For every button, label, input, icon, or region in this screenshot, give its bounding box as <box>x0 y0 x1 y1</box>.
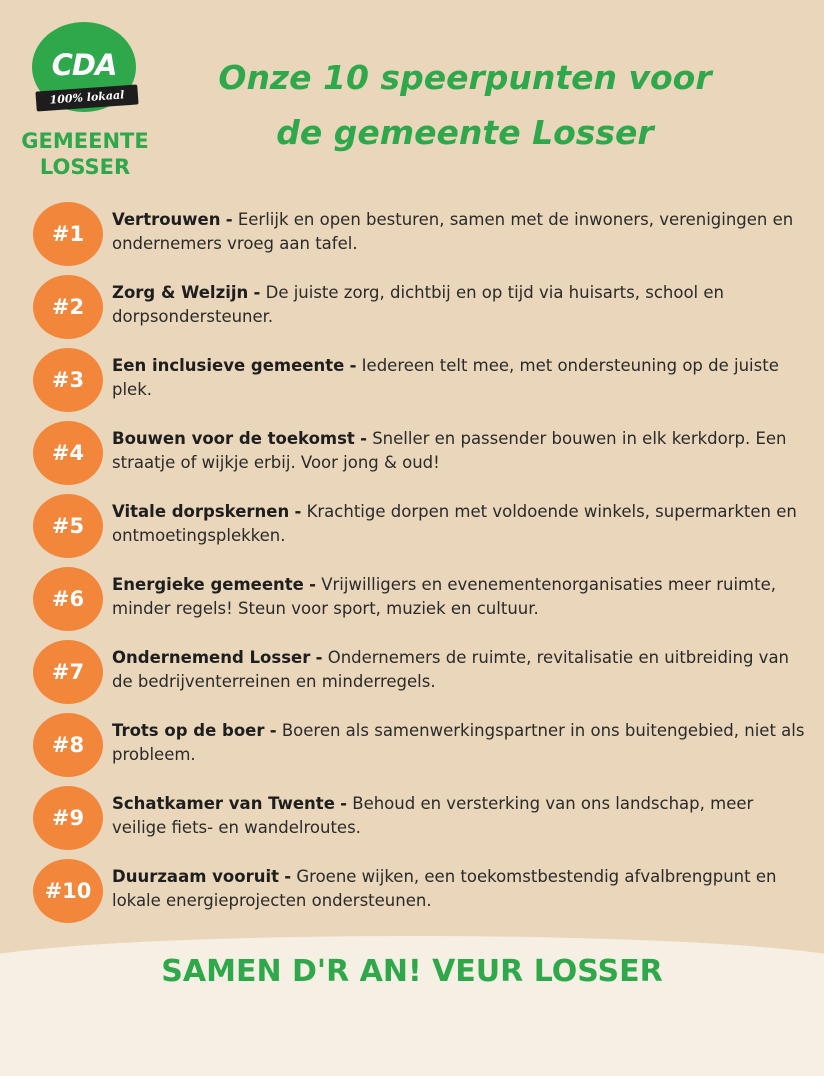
title-line2: de gemeente Losser <box>276 113 654 152</box>
number-badge: #6 <box>33 567 103 631</box>
gemeente-line2: LOSSER <box>39 155 131 179</box>
item-description: Iedereen telt mee, met ondersteuning op de juiste plek. <box>112 356 779 399</box>
logo-tagline: 100% lokaal <box>35 84 138 111</box>
item-heading: Zorg & Welzijn <box>112 283 249 302</box>
item-heading: Bouwen voor de toekomst <box>112 429 355 448</box>
logo-name: CDA <box>51 48 117 82</box>
item-heading: Duurzaam vooruit <box>112 867 279 886</box>
item-description: De juiste zorg, dichtbij en op tijd via huisarts, school en dorpsondersteuner. <box>112 283 724 326</box>
item-description: Krachtige dorpen met voldoende winkels, supermarkten en ontmoetingsplekken. <box>112 502 797 545</box>
number-badge: #4 <box>33 421 103 485</box>
item-text: Trots op de boer - Boeren als samenwerkingspartner in ons buitengebied, niet als probleem. <box>112 721 805 764</box>
item-description: Boeren als samenwerkingspartner in ons buitengebied, niet als probleem. <box>112 721 805 764</box>
number-badge: #7 <box>33 640 103 704</box>
item-text: Duurzaam vooruit - Groene wijken, een toekomstbestendig afvalbrengpunt en lokale energieprojecten ondersteunen. <box>112 867 777 910</box>
item-description: Eerlijk en open besturen, samen met de inwoners, verenigingen en ondernemers vroeg aan tafel. <box>112 210 794 253</box>
item-heading: Schatkamer van Twente <box>112 794 335 813</box>
item-text: Zorg & Welzijn - De juiste zorg, dichtbij en op tijd via huisarts, school en dorpsondersteuner. <box>112 283 724 326</box>
list-item <box>0 419 824 492</box>
item-heading: Ondernemend Losser <box>112 648 311 667</box>
list-item <box>0 273 824 346</box>
number-badge: #2 <box>33 275 103 339</box>
item-description: Ondernemers de ruimte, revitalisatie en uitbreiding van de bedrijventerreinen en minderregels. <box>112 648 790 691</box>
number-badge: #10 <box>33 859 103 923</box>
list-item <box>0 346 824 419</box>
item-description: Groene wijken, een toekomstbestendig afvalbrengpunt en lokale energieprojecten ondersteunen. <box>112 867 777 910</box>
item-description: Sneller en passender bouwen in elk kerkdorp. Een straatje of wijkje erbij. Voor jong & oud! <box>112 429 787 472</box>
gemeente-line1: GEMEENTE <box>21 129 149 153</box>
number-badge: #9 <box>33 786 103 850</box>
item-heading: Een inclusieve gemeente <box>112 356 345 375</box>
number-badge: #8 <box>33 713 103 777</box>
list-item <box>0 200 824 273</box>
item-text: Schatkamer van Twente - Behoud en versterking van ons landschap, meer veilige fiets- en wandelroutes. <box>112 794 754 837</box>
footer-slogan: SAMEN D'R AN! VEUR LOSSER <box>161 954 663 989</box>
title-line1: Onze 10 speerpunten voor <box>218 58 712 97</box>
item-text: Energieke gemeente - Vrijwilligers en evenementenorganisaties meer ruimte, minder regels! Steun voor sport, muziek en cultuur. <box>112 575 776 618</box>
number-badge: #1 <box>33 202 103 266</box>
item-heading: Vertrouwen <box>112 210 221 229</box>
item-text: Ondernemend Losser - Ondernemers de ruimte, revitalisatie en uitbreiding van de bedrijventerreinen en minderregels. <box>112 648 790 691</box>
number-badge: #5 <box>33 494 103 558</box>
item-heading: Trots op de boer <box>112 721 265 740</box>
item-heading: Energieke gemeente <box>112 575 304 594</box>
item-text: Een inclusieve gemeente - Iedereen telt mee, met ondersteuning op de juiste plek. <box>112 356 779 399</box>
page-title <box>170 50 760 160</box>
item-description: Vrijwilligers en evenementenorganisaties meer ruimte, minder regels! Steun voor sport, muziek en cultuur. <box>112 575 776 618</box>
item-text: Bouwen voor de toekomst - Sneller en passender bouwen in elk kerkdorp. Een straatje of wijkje erbij. Voor jong & oud! <box>112 429 787 472</box>
item-heading: Vitale dorpskernen <box>112 502 290 521</box>
list-item <box>0 857 824 930</box>
item-description: Behoud en versterking van ons landschap, meer veilige fiets- en wandelroutes. <box>112 794 754 837</box>
list-item <box>0 492 824 565</box>
list-item <box>0 711 824 784</box>
cda-logo <box>30 22 142 118</box>
gemeente-label <box>0 128 170 180</box>
item-text: Vertrouwen - Eerlijk en open besturen, samen met de inwoners, verenigingen en ondernemers vroeg aan tafel. <box>112 210 794 253</box>
item-text: Vitale dorpskernen - Krachtige dorpen met voldoende winkels, supermarkten en ontmoetingsplekken. <box>112 502 797 545</box>
list-item <box>0 784 824 857</box>
list-item <box>0 638 824 711</box>
number-badge: #3 <box>33 348 103 412</box>
list-item <box>0 565 824 638</box>
